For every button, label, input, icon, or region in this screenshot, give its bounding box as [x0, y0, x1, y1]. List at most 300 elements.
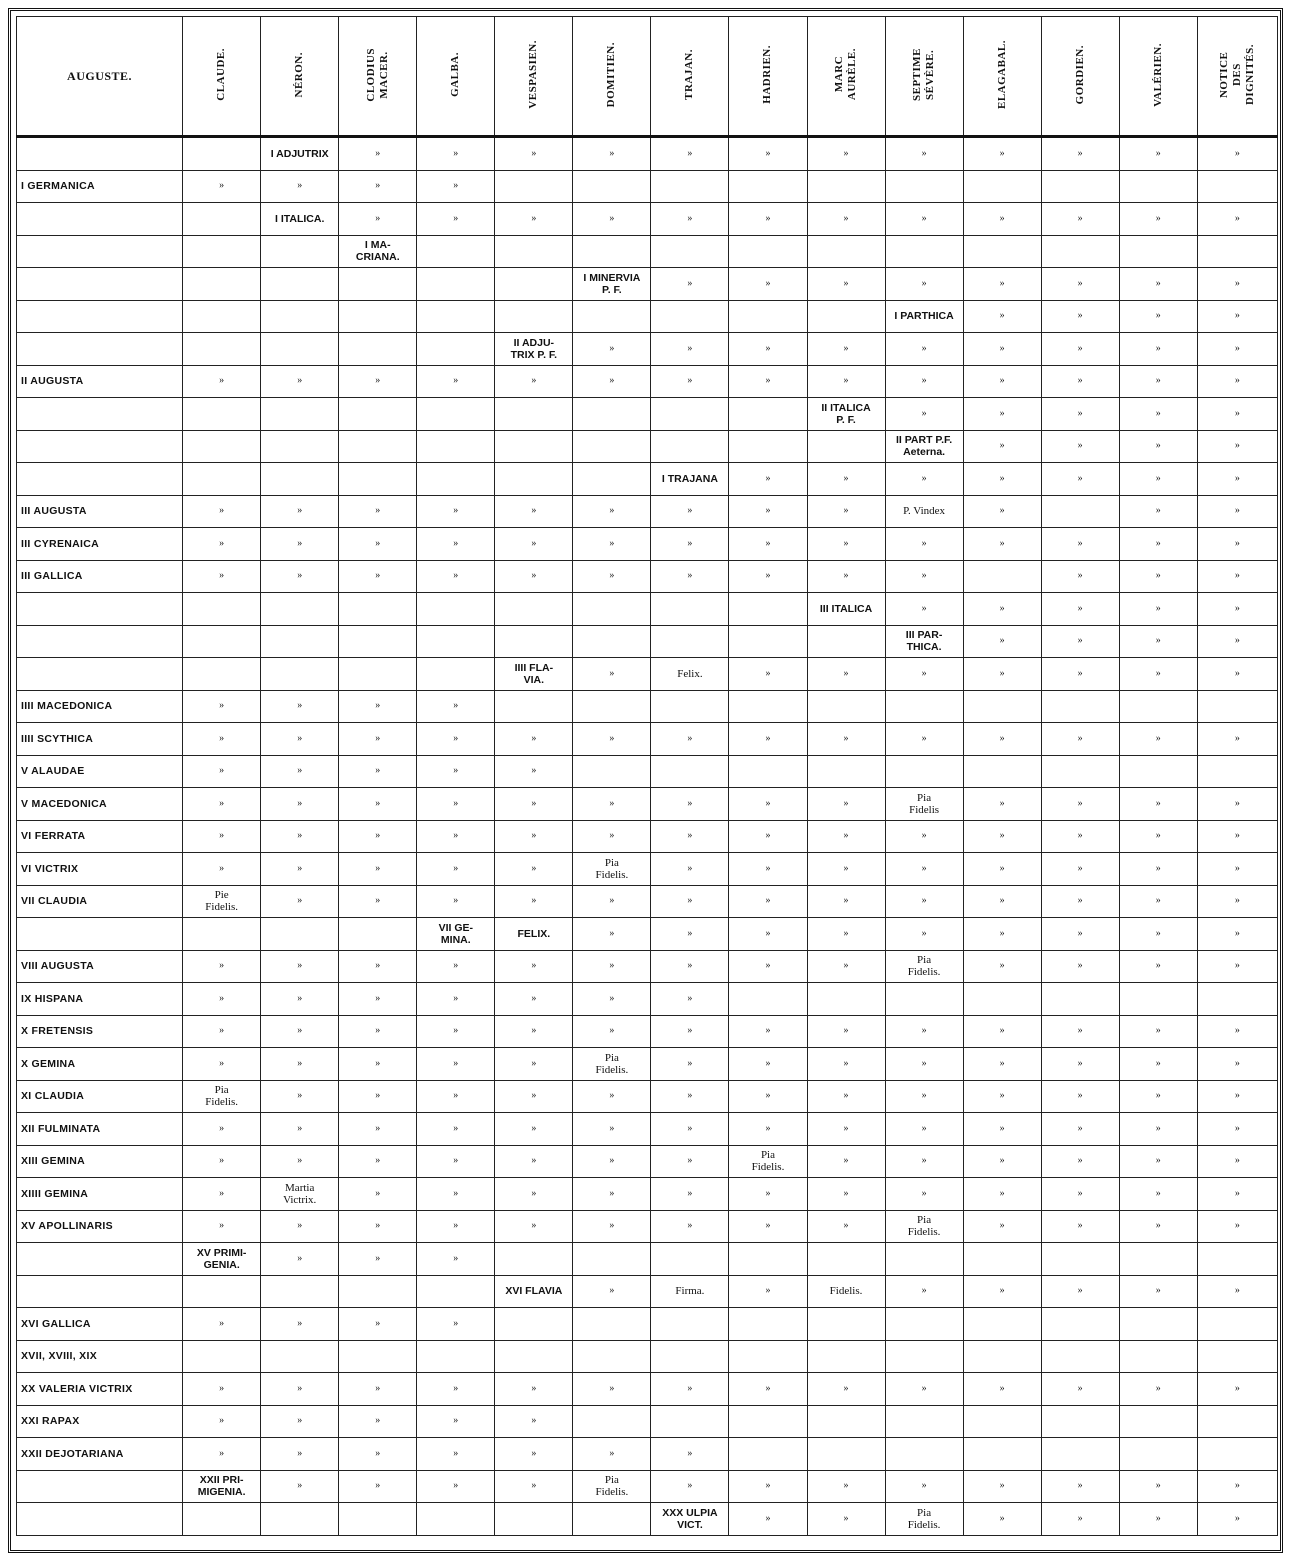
table-cell: » — [729, 1275, 807, 1308]
table-cell: Martia Victrix. — [261, 1178, 339, 1211]
table-cell: » — [1041, 593, 1119, 626]
table-cell — [261, 1340, 339, 1373]
table-cell: » — [339, 755, 417, 788]
table-cell — [729, 235, 807, 268]
table-cell: » — [807, 723, 885, 756]
table-cell: » — [963, 268, 1041, 301]
table-cell: » — [1197, 853, 1277, 886]
table-row — [17, 1178, 1278, 1211]
column-header-label: DOMITIEN. — [605, 41, 618, 108]
table-cell: » — [339, 983, 417, 1016]
legions-by-emperor-table — [16, 16, 1278, 1536]
table-cell — [573, 593, 651, 626]
table-cell — [261, 268, 339, 301]
table-cell: » — [339, 885, 417, 918]
table-cell — [1119, 690, 1197, 723]
table-cell: » — [807, 1015, 885, 1048]
table-cell: » — [417, 528, 495, 561]
table-cell — [1197, 1438, 1277, 1471]
column-header-label: NOTICE DES DIGNITÉS. — [1217, 43, 1256, 106]
table-cell: » — [417, 1015, 495, 1048]
table-cell: » — [1119, 1470, 1197, 1503]
table-cell — [417, 1340, 495, 1373]
table-cell: » — [651, 203, 729, 236]
table-cell — [729, 1438, 807, 1471]
table-row — [17, 430, 1278, 463]
table-cell — [651, 1243, 729, 1276]
table-cell: » — [261, 1405, 339, 1438]
table-cell — [1041, 1438, 1119, 1471]
table-cell — [495, 235, 573, 268]
table-cell — [495, 268, 573, 301]
table-cell — [261, 463, 339, 496]
table-cell — [183, 398, 261, 431]
table-cell — [807, 690, 885, 723]
table-cell: » — [1119, 333, 1197, 366]
column-header-emperor — [1041, 17, 1119, 137]
table-cell: » — [495, 788, 573, 821]
table-cell: » — [495, 1015, 573, 1048]
table-cell — [183, 300, 261, 333]
table-cell: » — [963, 820, 1041, 853]
table-cell: Fidelis. — [807, 1275, 885, 1308]
table-cell — [1197, 170, 1277, 203]
legion-name-cell — [17, 300, 183, 333]
table-cell: » — [417, 885, 495, 918]
table-cell — [495, 1340, 573, 1373]
table-cell: » — [417, 950, 495, 983]
table-cell: » — [183, 853, 261, 886]
table-cell: Pia Fidelis — [885, 788, 963, 821]
table-cell: » — [1119, 495, 1197, 528]
column-header-label: HADRIEN. — [761, 45, 774, 104]
table-row — [17, 300, 1278, 333]
table-cell: » — [261, 1145, 339, 1178]
legion-name-cell: II AUGUSTA — [17, 365, 183, 398]
table-cell: » — [963, 1178, 1041, 1211]
table-cell: » — [573, 365, 651, 398]
table-cell: » — [183, 1113, 261, 1146]
table-cell: » — [729, 268, 807, 301]
table-cell — [261, 235, 339, 268]
table-cell — [963, 983, 1041, 1016]
table-cell: » — [729, 495, 807, 528]
table-cell: » — [1041, 788, 1119, 821]
table-cell: » — [261, 885, 339, 918]
column-header-auguste: AUGUSTE. — [17, 17, 183, 137]
table-cell: » — [963, 1048, 1041, 1081]
table-cell — [261, 1275, 339, 1308]
table-cell — [729, 430, 807, 463]
table-cell — [417, 593, 495, 626]
table-cell: » — [1197, 137, 1277, 171]
table-row — [17, 1113, 1278, 1146]
table-cell: » — [963, 885, 1041, 918]
table-cell: I ADJUTRIX — [261, 137, 339, 171]
table-cell: » — [417, 983, 495, 1016]
table-cell: » — [729, 137, 807, 171]
table-cell: » — [729, 1080, 807, 1113]
table-cell: » — [1041, 723, 1119, 756]
table-cell: I MINERVIA P. F. — [573, 268, 651, 301]
table-cell: » — [261, 723, 339, 756]
table-row — [17, 235, 1278, 268]
table-cell: » — [807, 1080, 885, 1113]
table-cell: » — [1197, 593, 1277, 626]
table-cell — [1197, 1340, 1277, 1373]
table-cell: » — [1119, 885, 1197, 918]
table-cell: » — [729, 723, 807, 756]
table-cell: » — [651, 1145, 729, 1178]
table-cell — [495, 1243, 573, 1276]
legion-name-cell — [17, 203, 183, 236]
table-cell: » — [261, 495, 339, 528]
table-cell: » — [807, 1145, 885, 1178]
table-cell — [963, 560, 1041, 593]
table-cell — [1041, 1243, 1119, 1276]
table-cell: » — [1119, 1015, 1197, 1048]
table-cell: Pia Fidelis. — [885, 1503, 963, 1536]
table-cell: » — [495, 528, 573, 561]
table-cell: » — [183, 1048, 261, 1081]
table-cell — [885, 1340, 963, 1373]
table-cell — [573, 398, 651, 431]
table-cell — [963, 1243, 1041, 1276]
table-cell — [1119, 170, 1197, 203]
table-row — [17, 560, 1278, 593]
table-cell — [963, 755, 1041, 788]
table-cell — [573, 1503, 651, 1536]
table-cell: » — [573, 203, 651, 236]
table-cell: II PART P.F. Aeterna. — [885, 430, 963, 463]
table-cell: » — [1119, 820, 1197, 853]
table-cell: » — [729, 950, 807, 983]
table-cell: » — [807, 1373, 885, 1406]
table-cell: » — [651, 983, 729, 1016]
table-cell: » — [495, 885, 573, 918]
table-cell: » — [885, 268, 963, 301]
table-cell: » — [729, 1470, 807, 1503]
table-cell: » — [963, 1145, 1041, 1178]
table-cell — [1041, 235, 1119, 268]
table-cell — [807, 170, 885, 203]
table-cell: » — [1197, 1048, 1277, 1081]
column-header-emperor — [183, 17, 261, 137]
table-cell: » — [885, 1080, 963, 1113]
table-cell — [807, 1438, 885, 1471]
table-cell — [1119, 1340, 1197, 1373]
table-cell: » — [885, 723, 963, 756]
table-cell: » — [1197, 1178, 1277, 1211]
table-cell: » — [651, 268, 729, 301]
table-cell: » — [1041, 528, 1119, 561]
table-cell — [1041, 690, 1119, 723]
table-cell: » — [573, 1145, 651, 1178]
column-header-label: CLODIUS MACER. — [364, 47, 390, 102]
table-cell: » — [807, 1048, 885, 1081]
table-cell — [651, 593, 729, 626]
table-cell — [885, 755, 963, 788]
table-cell — [729, 755, 807, 788]
table-cell: » — [1041, 1373, 1119, 1406]
table-cell — [495, 625, 573, 658]
column-header-label: SEPTIME SÉVÈRE. — [911, 47, 937, 101]
table-cell — [261, 430, 339, 463]
table-cell: » — [261, 1048, 339, 1081]
table-cell: » — [495, 1373, 573, 1406]
table-cell: » — [963, 463, 1041, 496]
legion-name-cell — [17, 398, 183, 431]
table-row — [17, 1145, 1278, 1178]
table-cell: » — [339, 1210, 417, 1243]
table-cell — [963, 1340, 1041, 1373]
table-cell — [261, 593, 339, 626]
table-cell: » — [183, 560, 261, 593]
table-cell — [495, 463, 573, 496]
table-cell: » — [1197, 1210, 1277, 1243]
table-cell: » — [1041, 268, 1119, 301]
table-cell: » — [417, 365, 495, 398]
table-cell: » — [339, 528, 417, 561]
legion-name-cell — [17, 235, 183, 268]
legion-name-cell: XV APOLLINARIS — [17, 1210, 183, 1243]
table-cell: » — [729, 853, 807, 886]
table-cell: Pia Fidelis. — [729, 1145, 807, 1178]
table-cell: » — [495, 983, 573, 1016]
table-cell — [417, 268, 495, 301]
table-cell: » — [183, 1210, 261, 1243]
table-cell: » — [1119, 430, 1197, 463]
column-header-label: GALBA. — [449, 52, 462, 97]
table-cell — [651, 398, 729, 431]
table-cell: » — [651, 853, 729, 886]
table-cell: » — [183, 820, 261, 853]
table-cell: » — [885, 463, 963, 496]
column-header-label: NÉRON. — [293, 51, 306, 98]
table-cell: » — [261, 170, 339, 203]
table-cell — [1197, 690, 1277, 723]
table-cell: » — [261, 1470, 339, 1503]
table-cell: » — [885, 1015, 963, 1048]
table-cell: » — [417, 820, 495, 853]
table-cell: » — [261, 1210, 339, 1243]
table-cell: » — [183, 528, 261, 561]
table-row — [17, 170, 1278, 203]
legion-name-cell: V MACEDONICA — [17, 788, 183, 821]
table-cell: » — [729, 365, 807, 398]
column-header-label: VESPASIEN. — [527, 40, 540, 109]
table-cell — [1197, 1308, 1277, 1341]
table-cell: » — [1197, 1015, 1277, 1048]
legion-name-cell: VII CLAUDIA — [17, 885, 183, 918]
table-cell: » — [1197, 463, 1277, 496]
table-cell: » — [573, 137, 651, 171]
table-cell — [963, 690, 1041, 723]
legion-name-cell: IIII MACEDONICA — [17, 690, 183, 723]
table-cell: » — [885, 203, 963, 236]
column-header-emperor — [651, 17, 729, 137]
table-cell: » — [1119, 1178, 1197, 1211]
table-cell — [339, 1275, 417, 1308]
table-cell — [339, 300, 417, 333]
table-cell — [183, 1503, 261, 1536]
table-cell: » — [1041, 430, 1119, 463]
table-cell: » — [807, 463, 885, 496]
table-cell: » — [495, 1113, 573, 1146]
table-header — [17, 17, 1278, 137]
table-cell: » — [1041, 625, 1119, 658]
table-cell: » — [1197, 950, 1277, 983]
table-row — [17, 690, 1278, 723]
table-cell: » — [1119, 853, 1197, 886]
table-cell — [183, 203, 261, 236]
table-row — [17, 463, 1278, 496]
table-cell: » — [885, 1470, 963, 1503]
table-cell — [339, 430, 417, 463]
table-row — [17, 1015, 1278, 1048]
table-row — [17, 918, 1278, 951]
table-cell — [651, 1340, 729, 1373]
table-cell — [807, 1405, 885, 1438]
table-cell: » — [1197, 658, 1277, 691]
table-cell: » — [183, 1405, 261, 1438]
table-cell: » — [417, 1405, 495, 1438]
table-cell — [495, 398, 573, 431]
table-cell — [339, 398, 417, 431]
table-cell: » — [1041, 853, 1119, 886]
table-cell: » — [261, 365, 339, 398]
table-cell: » — [729, 528, 807, 561]
table-cell: » — [729, 788, 807, 821]
table-cell — [651, 170, 729, 203]
table-cell: Pia Fidelis. — [183, 1080, 261, 1113]
column-header-emperor — [1119, 17, 1197, 137]
table-cell — [885, 1405, 963, 1438]
table-cell: » — [573, 1438, 651, 1471]
table-cell: » — [417, 788, 495, 821]
table-cell: » — [885, 853, 963, 886]
table-cell: » — [417, 1308, 495, 1341]
table-row — [17, 983, 1278, 1016]
table-cell — [807, 755, 885, 788]
table-cell — [339, 658, 417, 691]
table-cell — [339, 625, 417, 658]
table-cell: » — [417, 1080, 495, 1113]
table-cell: » — [573, 885, 651, 918]
table-cell: » — [261, 560, 339, 593]
table-cell: XVI FLAVIA — [495, 1275, 573, 1308]
table-cell — [651, 690, 729, 723]
table-cell: » — [183, 365, 261, 398]
table-cell — [885, 983, 963, 1016]
table-row — [17, 1243, 1278, 1276]
table-cell — [261, 300, 339, 333]
column-header-label: VALÉRIEN. — [1151, 42, 1164, 107]
table-cell: Pia Fidelis. — [573, 1470, 651, 1503]
table-cell: » — [495, 820, 573, 853]
table-cell: » — [807, 137, 885, 171]
table-cell: FELIX. — [495, 918, 573, 951]
table-cell: » — [495, 1210, 573, 1243]
table-row — [17, 137, 1278, 171]
table-cell: » — [651, 918, 729, 951]
table-cell: » — [729, 1373, 807, 1406]
table-cell: » — [1041, 560, 1119, 593]
table-cell: » — [1197, 1080, 1277, 1113]
table-cell: » — [1119, 398, 1197, 431]
table-cell: » — [183, 1373, 261, 1406]
table-cell: » — [885, 593, 963, 626]
table-cell — [885, 170, 963, 203]
table-cell: » — [1119, 723, 1197, 756]
table-cell: III ITALICA — [807, 593, 885, 626]
table-cell: IIII FLA- VIA. — [495, 658, 573, 691]
table-cell: » — [651, 1048, 729, 1081]
table-cell: » — [651, 788, 729, 821]
table-cell — [573, 235, 651, 268]
legion-name-cell — [17, 1503, 183, 1536]
table-cell: » — [183, 1145, 261, 1178]
table-cell: » — [885, 658, 963, 691]
table-cell: » — [495, 1438, 573, 1471]
table-row — [17, 1470, 1278, 1503]
table-cell — [729, 398, 807, 431]
table-cell: » — [963, 528, 1041, 561]
table-cell: » — [885, 918, 963, 951]
legion-name-cell — [17, 430, 183, 463]
table-cell — [963, 1405, 1041, 1438]
table-cell — [807, 1243, 885, 1276]
table-cell: » — [339, 853, 417, 886]
table-cell: » — [963, 1503, 1041, 1536]
table-cell — [885, 235, 963, 268]
table-cell: » — [729, 1113, 807, 1146]
table-cell — [495, 690, 573, 723]
table-cell: » — [651, 1438, 729, 1471]
table-cell: » — [963, 658, 1041, 691]
column-header-emperor — [339, 17, 417, 137]
table-cell: Pie Fidelis. — [183, 885, 261, 918]
table-cell: » — [183, 495, 261, 528]
table-cell: » — [1041, 885, 1119, 918]
table-cell: » — [573, 1113, 651, 1146]
table-cell: » — [1197, 333, 1277, 366]
table-cell: » — [963, 430, 1041, 463]
table-cell: » — [339, 1048, 417, 1081]
table-cell: » — [807, 528, 885, 561]
table-cell — [1041, 983, 1119, 1016]
table-cell: » — [573, 950, 651, 983]
table-cell: » — [651, 495, 729, 528]
column-header-emperor — [807, 17, 885, 137]
table-cell: » — [885, 885, 963, 918]
legion-name-cell: XVII, XVIII, XIX — [17, 1340, 183, 1373]
table-cell: » — [807, 885, 885, 918]
table-row — [17, 333, 1278, 366]
table-cell: » — [1041, 1470, 1119, 1503]
table-cell — [963, 1438, 1041, 1471]
table-cell — [183, 333, 261, 366]
table-cell: » — [573, 1178, 651, 1211]
table-cell: » — [261, 983, 339, 1016]
table-cell — [1197, 1405, 1277, 1438]
table-cell: » — [885, 1048, 963, 1081]
table-cell: » — [339, 1243, 417, 1276]
table-cell: Pia Fidelis. — [885, 1210, 963, 1243]
table-cell: » — [807, 333, 885, 366]
table-cell — [495, 1503, 573, 1536]
table-cell: » — [1197, 268, 1277, 301]
